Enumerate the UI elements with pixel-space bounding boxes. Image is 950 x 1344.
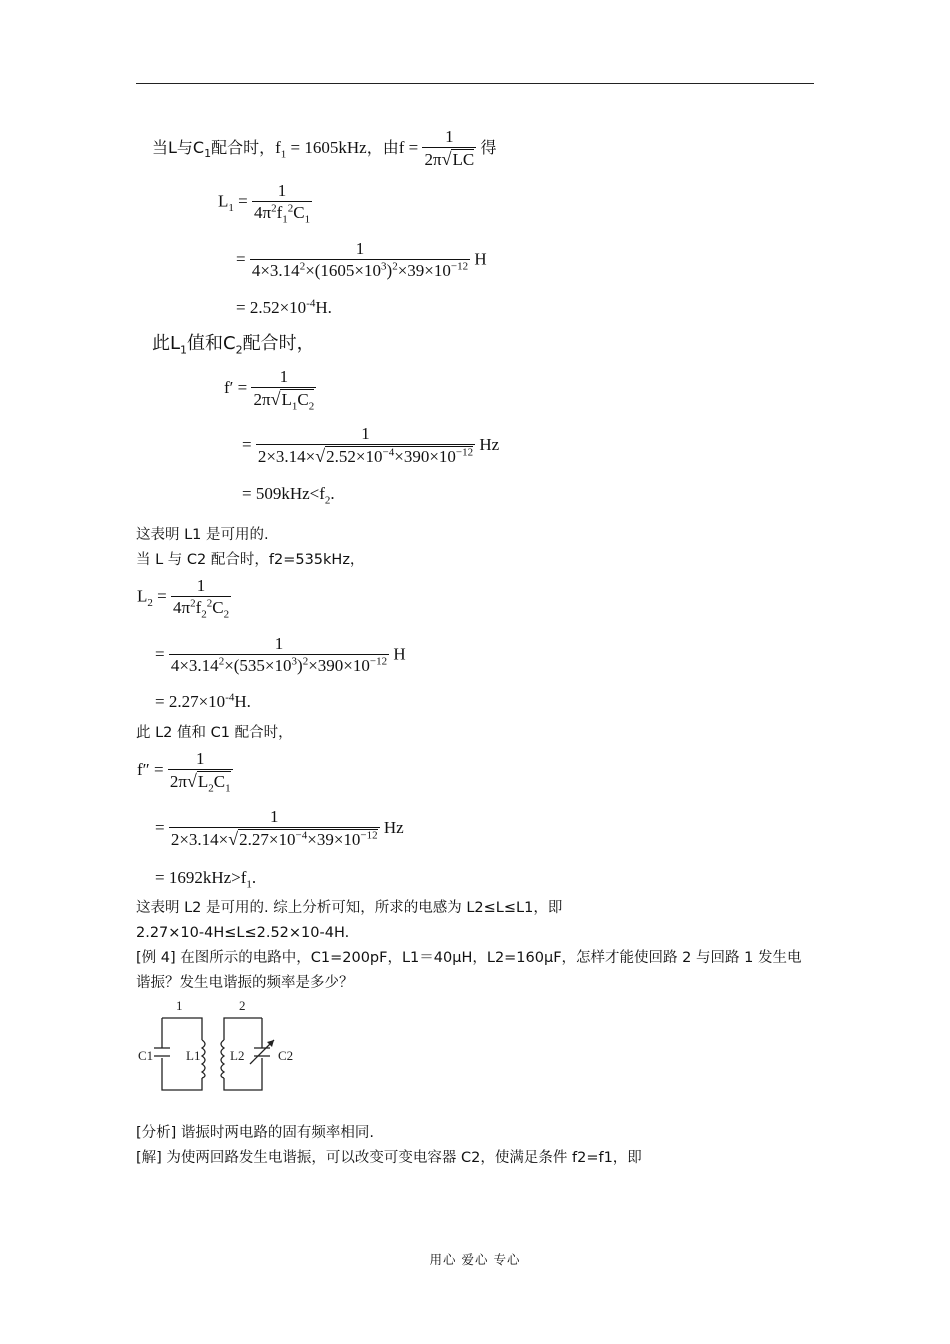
- text-line: 当 L 与 C2 配合时，f2=535kHz，: [136, 552, 365, 568]
- page-footer: 用心 爱心 专心: [429, 1252, 521, 1267]
- eq-f2-b: = $\frac{1}{2\times 3.14\times√2.27\times 10^{-4}\times 39\times 10^{-12}}$ Hz: [155, 807, 404, 849]
- header-rule: [136, 83, 814, 84]
- L2-label: L2: [230, 1048, 245, 1063]
- eq-mid: 此$L_1$值和$C_2$配合时，: [152, 333, 315, 357]
- text-line: [解] 为使两回路发生电谐振，可以改变可变电容器 C2，使满足条件 f2=f1，即: [136, 1150, 642, 1166]
- loop1-label: 1: [176, 998, 183, 1013]
- eq-f1-c: = $509kHz<f_2$.: [242, 484, 335, 507]
- loop2-label: 2: [239, 998, 246, 1013]
- eq-L2-a: $L_2$ = $\frac{1}{4\pi^2f_2^2C_2}$: [137, 576, 230, 621]
- text-line: 这表明 L2 是可用的. 综上分析可知，所求的电感为 L2≤L≤L1，即: [136, 900, 563, 916]
- L1-label: L1: [186, 1048, 201, 1063]
- eq-L2-b: = $\frac{1}{4\times 3.14^2\times(535\times 10^3)^2\times 390\times 10^{-12}}$ H: [155, 634, 406, 675]
- eq-L2-c: = $2.27\times 10^{-4}H$.: [155, 691, 251, 711]
- eq-f2-a: f″ = $\frac{1}{2\pi√L_2C_1}$: [137, 749, 231, 795]
- C2-label: C2: [278, 1048, 294, 1063]
- eq-L1-c: = $2.52\times 10^{-4}H$.: [236, 297, 332, 317]
- eq-f1-b: = $\frac{1}{2\times 3.14\times√2.52\times 10^{-4}\times 390\times 10^{-12}}$ Hz: [242, 424, 500, 466]
- text-line: 谐振？发生电谐振的频率是多少？: [136, 975, 354, 991]
- eq-L1-b: = $\frac{1}{4\times 3.14^2\times(1605\times 10^3)^2\times 39\times 10^{-12}}$ H: [236, 239, 487, 280]
- eq-L1-a: $L_1$ = $\frac{1}{4\pi^2f_1^2C_1}$: [218, 181, 311, 226]
- text-line: [例 4] 在图所示的电路中，C1=200pF，L1＝40μH，L2=160μF，怎样才能使回路 2 与回路 1 发生电: [136, 950, 802, 966]
- text-line: 此 L2 值和 C1 配合时，: [136, 725, 293, 741]
- eq-f2-c: = $1692kHz>f_1$.: [155, 868, 257, 891]
- eq-f1-a: f′ = $\frac{1}{2\pi√L_1C_2}$: [224, 367, 315, 413]
- eq-intro: 当L与$C_1$配合时，$f_1 = 1605kHz$，由f = $\frac{1}{2\pi√LC}$ 得: [152, 127, 497, 169]
- text-line: [分析] 谐振时两电路的固有频率相同.: [136, 1125, 375, 1141]
- text-line: 2.27×10-4H≤L≤2.52×10-4H.: [136, 925, 350, 941]
- C1-label: C1: [138, 1048, 154, 1063]
- text-line: 这表明 L1 是可用的.: [136, 527, 269, 543]
- circuit-diagram: [136, 996, 306, 1096]
